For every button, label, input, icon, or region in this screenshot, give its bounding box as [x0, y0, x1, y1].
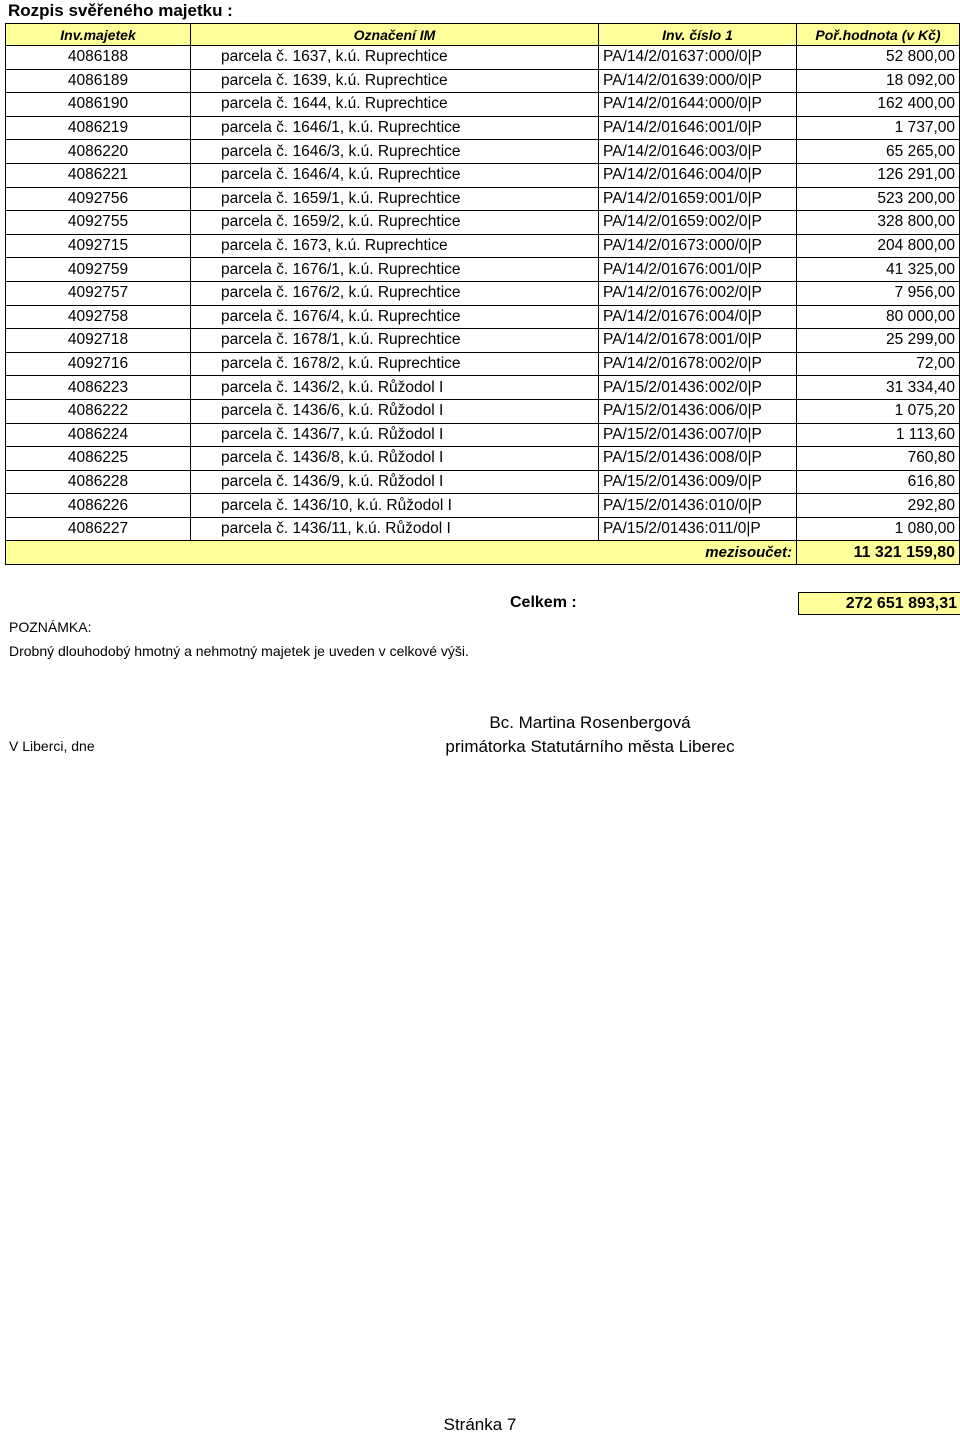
asset-number-cell: 4086189 [6, 69, 191, 93]
asset-name-cell: parcela č. 1659/2, k.ú. Ruprechtice [191, 211, 599, 235]
note-text: Drobný dlouhodobý hmotný a nehmotný majetek je uveden v celkové výši. [9, 643, 469, 659]
value-cell: 292,80 [797, 494, 960, 518]
asset-name-cell: parcela č. 1436/10, k.ú. Růžodol I [191, 494, 599, 518]
asset-name-cell: parcela č. 1676/4, k.ú. Ruprechtice [191, 305, 599, 329]
inventory-number-cell: PA/14/2/01639:000/0|P [599, 69, 797, 93]
asset-name-cell: parcela č. 1678/1, k.ú. Ruprechtice [191, 329, 599, 353]
inventory-number-cell: PA/14/2/01678:001/0|P [599, 329, 797, 353]
inventory-number-cell: PA/14/2/01676:004/0|P [599, 305, 797, 329]
inventory-number-cell: PA/15/2/01436:006/0|P [599, 399, 797, 423]
asset-number-cell: 4092715 [6, 234, 191, 258]
value-cell: 1 737,00 [797, 116, 960, 140]
value-cell: 7 956,00 [797, 281, 960, 305]
inventory-number-cell: PA/14/2/01644:000/0|P [599, 93, 797, 117]
table-row [6, 116, 960, 140]
asset-number-cell: 4092758 [6, 305, 191, 329]
inventory-number-cell: PA/14/2/01676:001/0|P [599, 258, 797, 282]
column-header: Označení IM [191, 24, 599, 46]
asset-number-cell: 4086222 [6, 399, 191, 423]
asset-name-cell: parcela č. 1637, k.ú. Ruprechtice [191, 46, 599, 70]
subtotal-label: mezisoučet: [599, 541, 797, 565]
value-cell: 18 092,00 [797, 69, 960, 93]
value-cell: 204 800,00 [797, 234, 960, 258]
asset-number-cell: 4086227 [6, 517, 191, 541]
value-cell: 523 200,00 [797, 187, 960, 211]
asset-name-cell: parcela č. 1646/4, k.ú. Ruprechtice [191, 163, 599, 187]
inventory-number-cell: PA/14/2/01676:002/0|P [599, 281, 797, 305]
asset-name-cell: parcela č. 1639, k.ú. Ruprechtice [191, 69, 599, 93]
asset-name-cell: parcela č. 1678/2, k.ú. Ruprechtice [191, 352, 599, 376]
asset-name-cell: parcela č. 1644, k.ú. Ruprechtice [191, 93, 599, 117]
asset-number-cell: 4086221 [6, 163, 191, 187]
asset-number-cell: 4086223 [6, 376, 191, 400]
asset-number-cell: 4086219 [6, 116, 191, 140]
subtotal-spacer [191, 541, 599, 565]
asset-number-cell: 4092716 [6, 352, 191, 376]
value-cell: 31 334,40 [797, 376, 960, 400]
asset-number-cell: 4086228 [6, 470, 191, 494]
value-cell: 126 291,00 [797, 163, 960, 187]
asset-name-cell: parcela č. 1436/9, k.ú. Růžodol I [191, 470, 599, 494]
table-header-row [6, 24, 960, 46]
asset-name-cell: parcela č. 1436/8, k.ú. Růžodol I [191, 447, 599, 471]
subtotal-spacer [6, 541, 191, 565]
value-cell: 25 299,00 [797, 329, 960, 353]
table-row [6, 46, 960, 70]
asset-name-cell: parcela č. 1673, k.ú. Ruprechtice [191, 234, 599, 258]
column-header: Inv.majetek [6, 24, 191, 46]
signer-role: primátorka Statutárního města Liberec [445, 737, 735, 756]
inventory-number-cell: PA/14/2/01646:003/0|P [599, 140, 797, 164]
asset-name-cell: parcela č. 1676/2, k.ú. Ruprechtice [191, 281, 599, 305]
inventory-number-cell: PA/14/2/01637:000/0|P [599, 46, 797, 70]
asset-number-cell: 4092757 [6, 281, 191, 305]
asset-number-cell: 4086226 [6, 494, 191, 518]
table-row [6, 399, 960, 423]
asset-name-cell: parcela č. 1436/7, k.ú. Růžodol I [191, 423, 599, 447]
table-row [6, 140, 960, 164]
column-header: Inv. číslo 1 [599, 24, 797, 46]
value-cell: 616,80 [797, 470, 960, 494]
page-title: Rozpis svěřeného majetku : [8, 1, 233, 20]
value-cell: 328 800,00 [797, 211, 960, 235]
value-cell: 1 080,00 [797, 517, 960, 541]
asset-number-cell: 4092718 [6, 329, 191, 353]
asset-name-cell: parcela č. 1646/3, k.ú. Ruprechtice [191, 140, 599, 164]
inventory-number-cell: PA/14/2/01673:000/0|P [599, 234, 797, 258]
value-cell: 162 400,00 [797, 93, 960, 117]
asset-name-cell: parcela č. 1436/2, k.ú. Růžodol I [191, 376, 599, 400]
total-label: Celkem : [510, 594, 577, 611]
asset-number-cell: 4092755 [6, 211, 191, 235]
value-cell: 52 800,00 [797, 46, 960, 70]
asset-name-cell: parcela č. 1646/1, k.ú. Ruprechtice [191, 116, 599, 140]
total-value: 272 651 893,31 [798, 592, 960, 615]
table-row [6, 470, 960, 494]
asset-name-cell: parcela č. 1676/1, k.ú. Ruprechtice [191, 258, 599, 282]
table-row [6, 305, 960, 329]
table-row [6, 258, 960, 282]
asset-number-cell: 4086188 [6, 46, 191, 70]
value-cell: 80 000,00 [797, 305, 960, 329]
page-number: Stránka 7 [443, 1415, 517, 1434]
asset-table [5, 23, 960, 565]
value-cell: 65 265,00 [797, 140, 960, 164]
asset-name-cell: parcela č. 1659/1, k.ú. Ruprechtice [191, 187, 599, 211]
table-row [6, 447, 960, 471]
table-row [6, 423, 960, 447]
signature-block [425, 711, 755, 759]
subtotal-value: 11 321 159,80 [797, 541, 960, 565]
column-header: Poř.hodnota (v Kč) [797, 24, 960, 46]
table-row [6, 93, 960, 117]
asset-number-cell: 4092759 [6, 258, 191, 282]
subtotal-row [6, 541, 960, 565]
inventory-number-cell: PA/15/2/01436:011/0|P [599, 517, 797, 541]
table-row [6, 494, 960, 518]
inventory-number-cell: PA/15/2/01436:008/0|P [599, 447, 797, 471]
asset-name-cell: parcela č. 1436/6, k.ú. Růžodol I [191, 399, 599, 423]
inventory-number-cell: PA/14/2/01646:004/0|P [599, 163, 797, 187]
inventory-number-cell: PA/15/2/01436:009/0|P [599, 470, 797, 494]
asset-name-cell: parcela č. 1436/11, k.ú. Růžodol I [191, 517, 599, 541]
table-row [6, 163, 960, 187]
inventory-number-cell: PA/15/2/01436:010/0|P [599, 494, 797, 518]
table-row [6, 376, 960, 400]
note-label: POZNÁMKA: [9, 619, 92, 635]
value-cell: 1 075,20 [797, 399, 960, 423]
signer-name: Bc. Martina Rosenbergová [489, 713, 691, 732]
table-row [6, 281, 960, 305]
value-cell: 41 325,00 [797, 258, 960, 282]
inventory-number-cell: PA/14/2/01659:001/0|P [599, 187, 797, 211]
inventory-number-cell: PA/14/2/01678:002/0|P [599, 352, 797, 376]
inventory-number-cell: PA/15/2/01436:002/0|P [599, 376, 797, 400]
table-row [6, 517, 960, 541]
table-row [6, 329, 960, 353]
table-row [6, 69, 960, 93]
asset-number-cell: 4086225 [6, 447, 191, 471]
value-cell: 72,00 [797, 352, 960, 376]
inventory-number-cell: PA/14/2/01659:002/0|P [599, 211, 797, 235]
asset-number-cell: 4086220 [6, 140, 191, 164]
table-row [6, 211, 960, 235]
asset-number-cell: 4086224 [6, 423, 191, 447]
table-row [6, 187, 960, 211]
place-date: V Liberci, dne [9, 738, 95, 754]
inventory-number-cell: PA/15/2/01436:007/0|P [599, 423, 797, 447]
value-cell: 1 113,60 [797, 423, 960, 447]
table-row [6, 352, 960, 376]
asset-number-cell: 4092756 [6, 187, 191, 211]
inventory-number-cell: PA/14/2/01646:001/0|P [599, 116, 797, 140]
table-row [6, 234, 960, 258]
value-cell: 760,80 [797, 447, 960, 471]
asset-number-cell: 4086190 [6, 93, 191, 117]
